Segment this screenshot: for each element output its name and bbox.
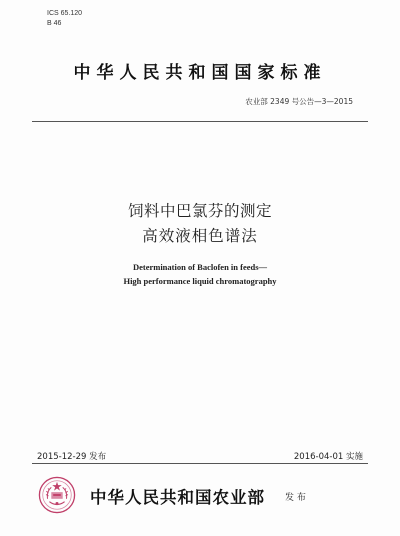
standard-title: 中华人民共和国国家标准 <box>73 63 327 83</box>
publish-label: 发 布 <box>285 493 306 503</box>
document-title-cn-line1: 饲料中巴氯芬的测定 <box>127 202 272 220</box>
bottom-divider <box>32 463 368 464</box>
issuing-authority: 中华人民共和国农业部 <box>90 488 265 507</box>
implementation-date: 2016-04-01 实施 <box>293 452 363 462</box>
document-title-en-line1: Determination of Baclofen in feeds— <box>132 262 268 272</box>
issue-date: 2015-12-29 发布 <box>37 452 107 462</box>
ministry-emblem-icon <box>38 476 76 514</box>
ics-code: ICS 65.120 <box>47 10 83 17</box>
ccs-code: B 46 <box>47 20 62 27</box>
document-title-en-line2: High performance liquid chromatography <box>123 276 277 286</box>
announcement-number: 农业部 2349 号公告—3—2015 <box>245 97 353 106</box>
document-title-cn-line2: 高效液相色谱法 <box>142 227 258 245</box>
top-divider <box>32 121 368 122</box>
classification-codes <box>47 9 82 29</box>
